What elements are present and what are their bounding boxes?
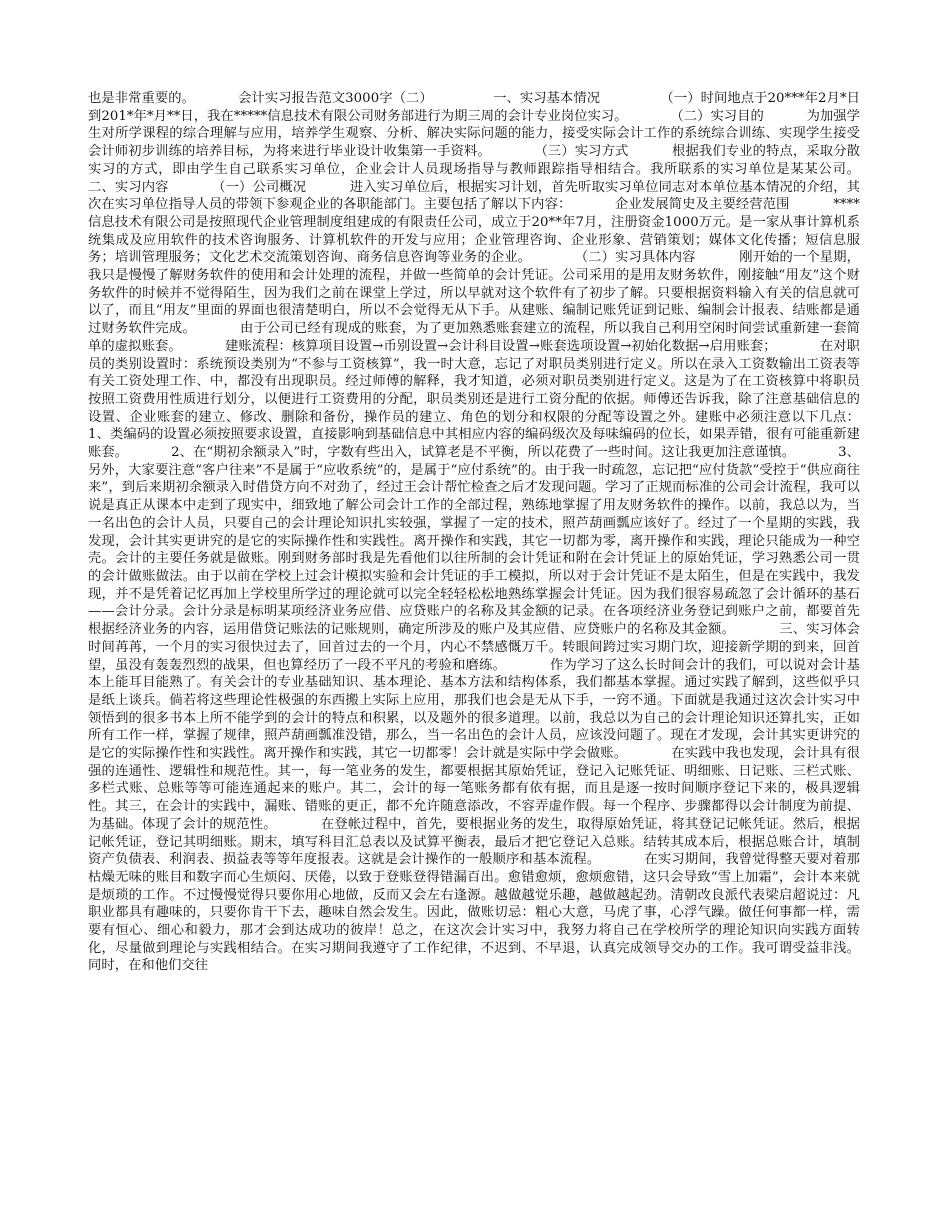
- report-body-text: 也是非常重要的。 会计实习报告范文3000字（二） 一、实习基本情况 （一）时间地点于20***年2月*日到201*年*月**日，我在*****信息技术有限公司财务部进行为期三周的会计专业岗位实习。 （二）实习目的 为加强学生对所学课程的综合理解与应用，培养学生观察、分析、解决实际问题的能力，接受实际会计工作的系统综合训练、实现学生接受会计师初步训练的培养目标，为将来进行毕业设计收集第一手资料。 （三）实习方式 根据我们专业的特点，采取分散实习的方式，即由学生自己联系实习单位，企业会计人员现场指导与教师跟踪指导相结合。我所联系的实习单位是某某公司。 二、实习内容 （一）公司概况 进入实习单位后，根据实习计划，首先听取实习单位同志对本单位基本情况的介绍，其次在实习单位指导人员的带领下参观企业的各职能部门。主要包括了解以下内容： 企业发展简史及主要经营范围 ****信息技术有限公司是按照现代企业管理制度组建成的有限责任公司，成立于20**年7月，注册资金1000万元。是一家从事计算机系统集成及应用软件的技术咨询服务、计算机软件的开发与应用；企业管理咨询、企业形象、营销策划；媒体文化传播；短信息服务；培训管理服务；文化艺术交流策划咨询、商务信息咨询等业务的企业。 （二）实习具体内容 刚开始的一个星期，我只是慢慢了解财务软件的使用和会计处理的流程，并做一些简单的会计凭证。公司采用的是用友财务软件，刚接触“用友”这个财务软件的时候并不觉得陌生，因为我们之前在课堂上学过，所以早就对这个软件有了初步了解。只要根据资料输入有关的信息就可以了，而且“用友”里面的界面也很清楚明白，所以不会觉得无从下手。从建账、编制记账凭证到记账、编制会计报表、结账都是通过财务软件完成。 由于公司已经有现成的账套，为了更加熟悉账套建立的流程，所以我自己利用空闲时间尝试重新建一套简单的虚拟账套。 建账流程：核算项目设置→币别设置→会计科目设置→账套选项设置→初始化数据→启用账套； 在对职员的类别设置时：系统预设类别为“不参与工资核算”，我一时大意，忘记了对职员类别进行定义。所以在录入工资数输出工资表等有关工资处理工作、中，都没有出现职员。经过师傅的解释，我才知道，必须对职员类别进行定义。这是为了在工资核算中将职员按照工资费用性质进行划分，以便进行工资费用的分配，职员类别还是进行工资分配的依据。师傅还告诉我，除了注意基础信息的设置、企业账套的建立、修改、删除和备份，操作员的建立、角色的划分和权限的分配等设置之外。建账中必须注意以下几点： 1、类编码的设置必须按照要求设置，直接影响到基础信息中其相应内容的编码级次及每味编码的位长，如果弄错，很有可能重新建账套。 2、在“期初余额录入”时，字数有些出入，试算老是不平衡，所以花费了一些时间。这让我更加注意谨慎。 3、另外，大家要注意“客户往来”不是属于“应收系统”的，是属于“应付系统”的。由于我一时疏忽，忘记把“应付货款”受控于“供应商往来”，到后来期初余额录入时借贷方向不对劲了，经过王会计帮忙检查之后才发现问题。学习了正规而标准的公司会计流程，我可以说是真正从课本中走到了现实中，细致地了解公司会计工作的全部过程，熟练地掌握了用友财务软件的操作。以前，我总以为，当一名出色的会计人员，只要自己的会计理论知识扎实较强，掌握了一定的技术，照芦葫画瓢应该好了。经过了一个星期的实践，我发现，会计其实更讲究的是它的实际操作性和实践性。离开操作和实践，其它一切都为零，离开操作和实践，理论只能成为一种空壳。会计的主要任务就是做账。刚到财务部时我是先看他们以往所制的会计凭证和附在会计凭证上的原始凭证，学习熟悉公司一贯的会计做账做法。由于以前在学校上过会计模拟实验和会计凭证的手工模拟，所以对于会计凭证不是太陌生，但是在实践中，我发现，并不是凭着记忆再加上学校里所学过的理论就可以完全轻轻松松地熟练掌握会计凭证。因为我们很容易疏忽了会计循环的基石——会计分录。会计分录是标明某项经济业务应借、应贷账户的名称及其金额的记录。在各项经济业务登记到账户之前，都要首先根据经济业务的内容，运用借贷记账法的记账规则，确定所涉及的账户及其应借、应贷账户的名称及其金额。 三、实习体会 时间苒苒，一个月的实习很快过去了，回首过去的一个月，内心不禁感慨万千。转眼间跨过实习期门坎，迎接新学期的到来，回首望，虽没有轰轰烈烈的战果，但也算经历了一段不平凡的考验和磨练。 作为学习了这么长时间会计的我们，可以说对会计基本上能耳目能熟了。有关会计的专业基础知识、基本理论、基本方法和结构体系，我们都基本掌握。通过实践了解到，这些似乎只是纸上谈兵。倘若将这些理论性极强的东西搬上实际上应用，那我们也会是无从下手，一窍不通。下面就是我通过这次会计实习中领悟到的很多书本上所不能学到的会计的特点和积累，以及题外的很多道理。以前，我总以为自己的会计理论知识还算扎实，正如所有工作一样，掌握了规律，照芦葫画瓢准没错，那么，当一名出色的会计人员，应该没问题了。现在才发现，会计其实更讲究的是它的实际操作性和实践性。离开操作和实践，其它一切都零！会计就是实际中学会做账。 在实践中我也发现，会计具有很强的连通性、逻辑性和规范性。其一，每一笔业务的发生，都要根据其原始凭证，登记入记账凭证、明细账、日记账、三栏式账、多栏式账、总账等等可能连通起来的账户。其二，会计的每一笔账务都有依有据，而且是逐一按时间顺序登记下来的，极具逻辑性。其三，在会计的实践中，漏账、错账的更正，都不允许随意添改，不容弄虚作假。每一个程序、步骤都得以会计制度为前提、为基础。体现了会计的规范性。 在登帐过程中，首先，要根据业务的发生，取得原始凭证，将其登记记帐凭证。然后，根据记帐凭证，登记其明细账。期末，填写科目汇总表以及试算平衡表，最后才把它登记入总账。结转其成本后，根据总账合计，填制资产负债表、利润表、损益表等等年度报表。这就是会计操作的一般顺序和基本流程。 在实习期间，我曾觉得整天要对着那枯燥无味的账目和数字而心生烦闷、厌倦，以致于登账登得错漏百出。愈错愈烦，愈烦愈错，这只会导致“雪上加霜”，会计本来就是烦琐的工作。不过慢慢觉得只要你用心地做，反而又会左右逢源。越做越觉乐趣，越做越起劲。清朝改良派代表梁启超说过：凡职业都具有趣味的，只要你肯干下去，趣味自然会发生。因此，做账切忌：粗心大意，马虎了事，心浮气躁。做任何事都一样，需要有恒心、细心和毅力，那才会到达成功的彼岸！总之，在这次会计实习中，我努力将自己在学校所学的理论知识向实践方面转化，尽量做到理论与实践相结合。在实习期间我遵守了工作纪律，不迟到、不早退，认真完成领导交办的工作。我可谓受益非浅。 同时，在和他们交往: [88, 91, 903, 974]
- document-page: [88, 90, 903, 975]
